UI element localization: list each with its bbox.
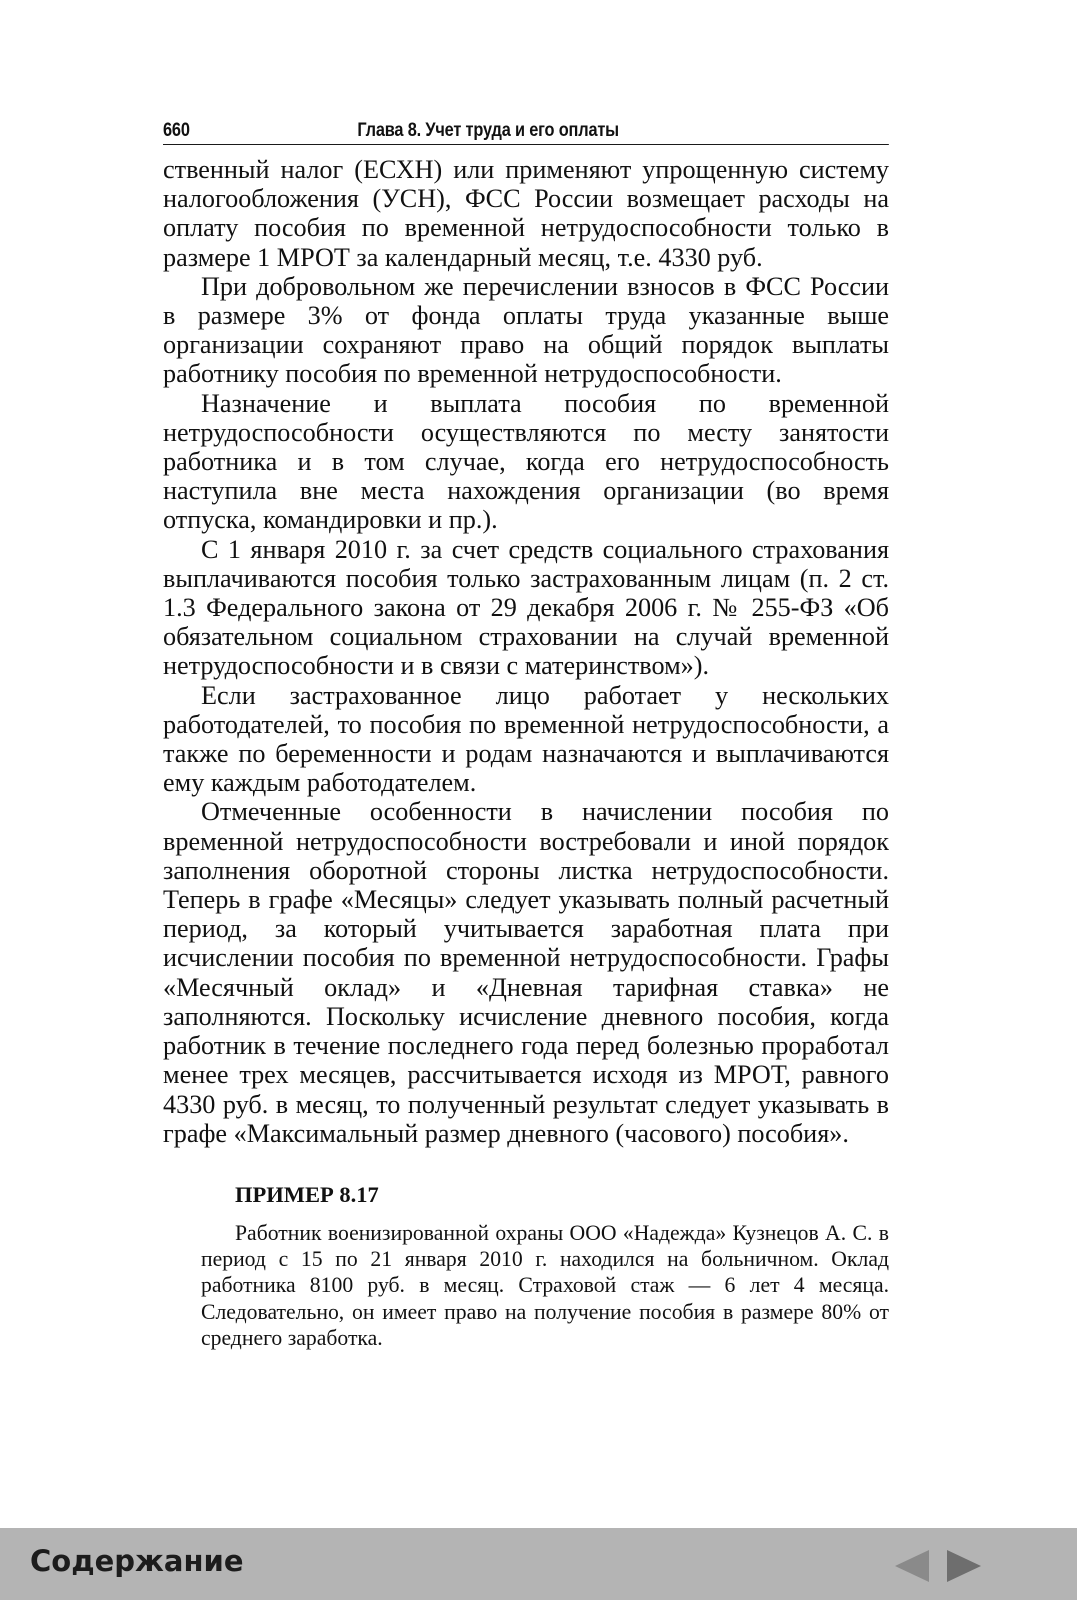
paragraph: ственный налог (ЕСХН) или применяют упрощенную систему налогообложения (УСН), ФСС России возмещает расходы на оплату пособия по временной нетрудоспособности только в размере 1 МРОТ за календарный месяц, т.е. 4330 руб. [163, 155, 889, 272]
paragraph: При добровольном же перечислении взносов в ФСС России в размере 3% от фонда оплаты труда указанные выше организации сохраняют право на общий порядок выплаты работнику пособия по временной нетрудоспособности. [163, 271, 889, 389]
prev-page-button[interactable] [893, 1548, 933, 1584]
chapter-title: Глава 8. Учет труда и его оплаты [357, 120, 619, 141]
example-block [201, 1180, 889, 1351]
example-text: Работник военизированной охраны ООО «Надежда» Кузнецов А. С. в период с 15 по 21 января 2010 г. находился на больничном. Оклад работника 8100 руб. в месяц. Страховой стаж — 6 лет 4 месяца. Следовательно, он имеет право на получение пособия в размере 80% от среднего заработка. [201, 1220, 889, 1350]
next-page-button[interactable] [943, 1548, 983, 1584]
paragraph: Отмеченные особенности в начислении пособия по временной нетрудоспособности востребовали и иной порядок заполнения оборотной стороны листка нетрудоспособности. Теперь в графе «Месяцы» следует указывать полный расчетный период, за который учитывается заработная плата при исчислении пособия по временной нетрудоспособности. Графы «Месячный оклад» и «Дневная тарифная ставка» не заполняются. Поскольку исчисление дневного пособия, когда работник в течение последнего года перед болезнью проработал менее трех месяцев, рассчитывается исходя из МРОТ, равного 4330 руб. в месяц, то полученный результат следует указывать в графе «Максимальный размер дневного (часового) пособия». [163, 797, 889, 1148]
example-title: ПРИМЕР 8.17 [235, 1181, 379, 1207]
navigation-bar [0, 1528, 1077, 1600]
running-header [163, 112, 889, 145]
contents-link[interactable]: Содержание [30, 1544, 244, 1578]
page-number: 660 [163, 120, 190, 141]
triangle-right-icon [943, 1548, 983, 1584]
book-page [163, 112, 889, 1351]
paragraph: Назначение и выплата пособия по временной нетрудоспособности осуществляются по месту занятости работника и в том случае, когда его нетрудоспособность наступила вне места нахождения организации (во время отпуска, командировки и пр.). [163, 388, 889, 535]
main-text [163, 155, 889, 1148]
paragraph: С 1 января 2010 г. за счет средств социального страхования выплачиваются пособия только застрахованным лицам (п. 2 ст. 1.3 Федерального закона от 29 декабря 2006 г. № 255-ФЗ «Об обязательном социальном страховании на случай временной нетрудоспособности и в связи с материнством»). [163, 534, 889, 681]
paragraph: Если застрахованное лицо работает у нескольких работодателей, то пособия по временной нетрудоспособности, а также по беременности и родам назначаются и выплачиваются ему каждым работодателем. [163, 680, 889, 798]
triangle-left-icon [893, 1548, 933, 1584]
